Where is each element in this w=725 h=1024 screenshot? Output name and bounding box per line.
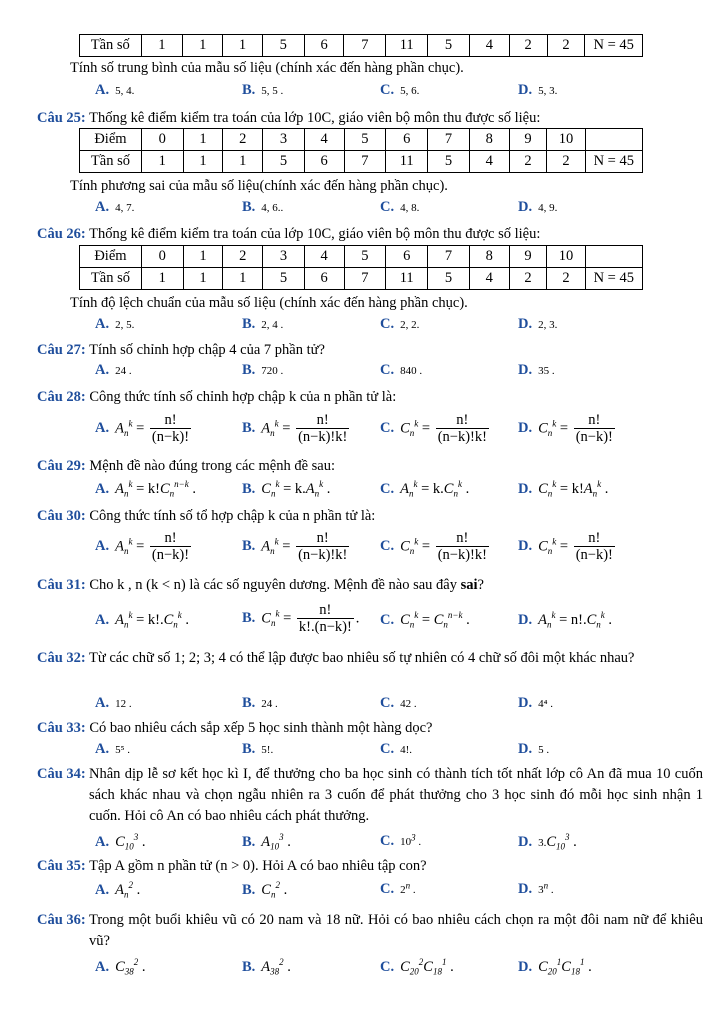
top-table-cell: 5 <box>262 35 304 57</box>
q25-table <box>79 128 643 173</box>
q26-table-freq-cell: N = 45 <box>585 268 642 290</box>
q26-table-freq-cell: 2 <box>547 268 585 290</box>
q26-table-freq-cell: 1 <box>223 268 263 290</box>
top-table-cell: 2 <box>547 35 585 57</box>
q26-table-score-cell: 9 <box>509 246 547 268</box>
top-table-cell: 7 <box>344 35 386 57</box>
q25-table-freq-cell: N = 45 <box>585 151 642 173</box>
q36-options: A. $C_{38}^2$ . B. $A_{38}^2$ . C. $C_{20}^2C_{18}^1$ . D. $C_{20}^1C_{18}^1$ . <box>95 957 592 977</box>
q28-stem: Câu 28: Công thức tính số chỉnh hợp chập k của n phần tử là: <box>37 389 397 405</box>
q25-options: A. 4, 7. B. 4, 6.. C. 4, 8. D. 4, 9. <box>95 199 558 215</box>
q26-table-freq-cell: Tần số <box>80 268 142 290</box>
q33-options: A. 5⁵ . B. 5!. C. 4!. D. 5 . <box>95 741 550 757</box>
q25-table-freq-cell: 1 <box>223 151 263 173</box>
top-table-cell: 1 <box>223 35 263 57</box>
q27-options: A. 24 . B. 720 . C. 840 . D. 35 . <box>95 362 555 378</box>
q25-stem: Câu 25: Thống kê điểm kiểm tra toán của lớp 10C, giáo viên bộ môn thu được số liệu: <box>37 110 541 126</box>
frequency-table-top <box>79 34 643 57</box>
q26-table-score-cell: Điểm <box>80 246 142 268</box>
q26-subtext: Tính độ lệch chuẩn của mẫu số liệu (chính xác đến hàng phần chục). <box>70 295 468 311</box>
q26-table-score-cell: 6 <box>386 246 428 268</box>
q25-table-freq-cell: 1 <box>141 151 183 173</box>
q25-table-score-cell: 1 <box>183 129 223 151</box>
q26-stem: Câu 26: Thống kê điểm kiểm tra toán của lớp 10C, giáo viên bộ môn thu được số liệu: <box>37 226 541 242</box>
top-table-cell: 4 <box>469 35 509 57</box>
q25-table-freq-cell: 5 <box>428 151 470 173</box>
q25-table-freq-cell: 6 <box>304 151 344 173</box>
q29-stem: Câu 29: Mệnh đề nào đúng trong các mệnh đề sau: <box>37 458 335 474</box>
q26-table-freq-cell: 1 <box>183 268 223 290</box>
q34-text: Nhân dịp lễ sơ kết học kì I, để thưởng cho ba học sinh có thành tích tốt nhất lớp cô An đã mua 10 cuốn sách khác nhau và chọn ngẫu nhiên ra 3 cuốn để phát thưởng cho 3 học sinh đó mỗi học sinh nhận 1 cuốn. Hỏi cô An có bao nhiêu cách phát thưởng. <box>89 766 703 824</box>
q26-table-freq-cell: 7 <box>344 268 386 290</box>
q26-table-freq-cell: 4 <box>469 268 509 290</box>
q25-table-score-cell: 6 <box>386 129 428 151</box>
q31-options: A. $A_n^k = k!.C_n^k$ . B. $C_n^k$ = $\frac{n!}{k!.(n-k)!}$ . C. $C_n^k = C_n^{n-k}$ . D. $A_n^k = n!.C_n^k$ . <box>95 602 613 635</box>
q30-options: A. $A_n^k$ = $\frac{n!}{(n-k)!}$ B. $A_n^k$ = $\frac{n!}{(n-k)!k!}$ C. $C_n^k$ = $\frac{n!}{(n-k)!k!}$ D. $C_n^k$ = $\frac{n!}{(n-k)!}$ <box>95 530 613 563</box>
top-table-cell: Tần số <box>80 35 142 57</box>
q26-table-score-cell <box>585 246 642 268</box>
q26-table-freq-cell: 2 <box>509 268 547 290</box>
q36-stem: Câu 36: <box>37 912 86 928</box>
q26-options: A. 2, 5. B. 2, 4 . C. 2, 2. D. 2, 3. <box>95 316 558 332</box>
q25-table-score-cell: 0 <box>141 129 183 151</box>
q26-table-freq-cell: 5 <box>428 268 470 290</box>
q35-stem: Câu 35: Tập A gồm n phần tử (n > 0). Hỏi A có bao nhiêu tập con? <box>37 858 427 874</box>
q28-options: A. $A_n^k$ = $\frac{n!}{(n-k)!}$ B. $A_n^k$ = $\frac{n!}{(n-k)!k!}$ C. $C_n^k$ = $\frac{n!}{(n-k)!k!}$ D. $C_n^k$ = $\frac{n!}{(n-k)!}$ <box>95 412 613 445</box>
q25-table-score-cell: 10 <box>547 129 585 151</box>
top-table-cell: 1 <box>141 35 183 57</box>
q25-table-freq-cell: 2 <box>509 151 547 173</box>
q25-table-freq-cell: 5 <box>263 151 305 173</box>
q25-table-freq-cell: 7 <box>344 151 386 173</box>
q34-stem: Câu 34: <box>37 766 86 782</box>
q25-table-score-cell: 3 <box>263 129 305 151</box>
q24-options: A. 5, 4. B. 5, 5 . C. 5, 6. D. 5, 3. <box>95 82 558 98</box>
q26-table-freq-cell: 11 <box>386 268 428 290</box>
q26-table-freq-cell: 1 <box>141 268 183 290</box>
top-table-cell: 6 <box>304 35 344 57</box>
q25-table-freq-cell: 4 <box>469 151 509 173</box>
top-table-cell: N = 45 <box>585 35 643 57</box>
q25-table-score-cell: 2 <box>223 129 263 151</box>
q32-options: A. 12 . B. 24 . C. 42 . D. 4⁴ . <box>95 695 553 711</box>
q25-table-score-cell: 7 <box>428 129 470 151</box>
q27-stem: Câu 27: Tính số chỉnh hợp chập 4 của 7 phần tử? <box>37 342 325 358</box>
q25-table-score-cell <box>585 129 642 151</box>
q25-subtext: Tính phương sai của mẫu số liệu(chính xác đến hàng phần chục). <box>70 178 448 194</box>
q35-options: A. $A_n^2$ . B. $C_n^2$ . C. 2$^n$ . D. 3$^n$ . <box>95 880 554 900</box>
q26-table-freq-cell: 6 <box>304 268 344 290</box>
q26-table-score-cell: 7 <box>428 246 470 268</box>
q26-table-score-cell: 8 <box>469 246 509 268</box>
q32-text: Từ các chữ số 1; 2; 3; 4 có thể lập được bao nhiêu số tự nhiên có 4 chữ số đôi một khác nhau? <box>89 650 635 666</box>
q32-stem: Câu 32: <box>37 650 86 666</box>
top-table-cell: 2 <box>509 35 547 57</box>
q26-table-freq-cell: 5 <box>263 268 305 290</box>
q29-options: A. $A_n^k = k!C_n^{n-k}$ . B. $C_n^k = k.A_n^k$ . C. $A_n^k = k.C_n^k$ . D. $C_n^k = k!A_n^k$ . <box>95 479 609 499</box>
q25-table-score-cell: 9 <box>509 129 547 151</box>
q25-table-score-cell: 4 <box>304 129 344 151</box>
q30-stem: Câu 30: Công thức tính số tổ hợp chập k của n phần tử là: <box>37 508 376 524</box>
q25-table-freq-cell: 1 <box>183 151 223 173</box>
q25-table-score-cell: Điểm <box>80 129 142 151</box>
q26-table-score-cell: 1 <box>183 246 223 268</box>
q31-stem: Câu 31: Cho k , n (k < n) là các số nguyên dương. Mệnh đề nào sau đây sai? <box>37 577 484 593</box>
q26-table-score-cell: 2 <box>223 246 263 268</box>
q25-table-freq-cell: 11 <box>386 151 428 173</box>
q34-options: A. $C_{10}^3$ . B. $A_{10}^3$ . C. $10^3$ . D. $3.C_{10}^3$ . <box>95 832 577 852</box>
q25-table-score-cell: 8 <box>469 129 509 151</box>
q26-table-score-cell: 5 <box>344 246 386 268</box>
q25-table-score-cell: 5 <box>344 129 386 151</box>
top-table-cell: 5 <box>428 35 470 57</box>
q24-text: Tính số trung bình của mẫu số liệu (chính xác đến hàng phần chục). <box>70 60 464 76</box>
q26-table-score-cell: 0 <box>141 246 183 268</box>
q26-table <box>79 245 643 290</box>
q26-table-score-cell: 4 <box>304 246 344 268</box>
q36-text: Trong một buổi khiêu vũ có 20 nam và 18 nữ. Hỏi có bao nhiêu cách chọn ra một đôi nam nữ để khiêu vũ? <box>89 912 703 949</box>
q25-table-freq-cell: Tần số <box>80 151 142 173</box>
q25-table-freq-cell: 2 <box>547 151 585 173</box>
top-table-cell: 1 <box>183 35 223 57</box>
q26-table-score-cell: 3 <box>263 246 305 268</box>
top-table-cell: 11 <box>386 35 428 57</box>
q33-stem: Câu 33: Có bao nhiêu cách sắp xếp 5 học sinh thành một hàng dọc? <box>37 720 433 736</box>
q26-table-score-cell: 10 <box>547 246 585 268</box>
